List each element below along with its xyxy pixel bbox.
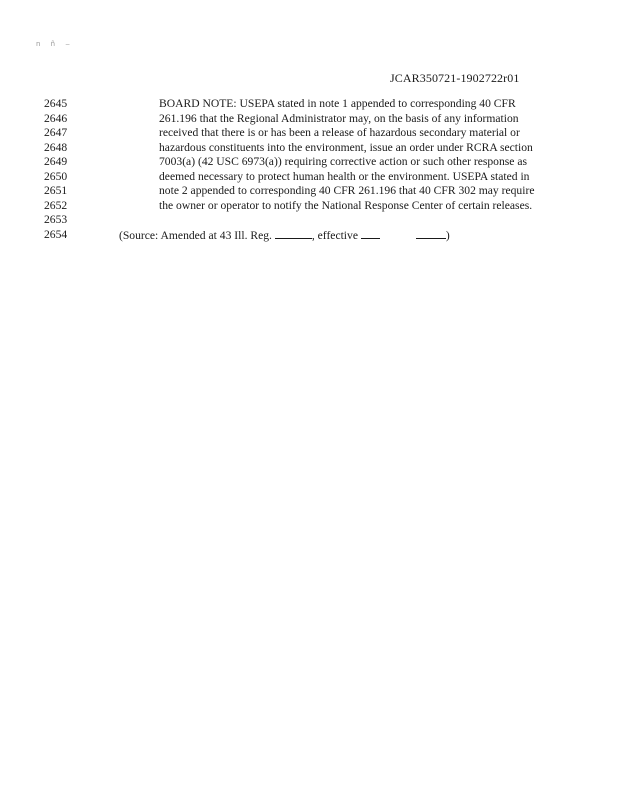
line-number: 2646 (44, 111, 68, 125)
line-text: the owner or operator to notify the National Response Center of certain releases. (159, 198, 533, 212)
scan-artifact-marks: n ñ ‒ (36, 40, 74, 48)
source-middle: , effective (311, 228, 361, 242)
source-suffix: ) (445, 228, 450, 242)
line-number: 2653 (44, 213, 68, 226)
line-text: note 2 appended to corresponding 40 CFR 261.196 that 40 CFR 302 may require (159, 184, 535, 197)
line-number: 2650 (44, 169, 68, 183)
register-page-blank (275, 228, 312, 239)
source-prefix: (Source: Amended at 43 Ill. Reg. (119, 228, 275, 242)
effective-month-blank (361, 228, 380, 239)
line-number: 2654 (44, 227, 68, 241)
line-number: 2645 (44, 97, 68, 110)
line-number: 2649 (44, 155, 68, 168)
line-number: 2652 (44, 198, 68, 212)
line-text: 7003(a) (42 USC 6973(a)) requiring corrective action or such other response as (159, 155, 527, 168)
line-number: 2651 (44, 184, 68, 197)
line-text: received that there is or has been a release of hazardous secondary material or (159, 126, 520, 139)
effective-year-blank (416, 228, 446, 239)
line-text: deemed necessary to protect human health or the environment. USEPA stated in (159, 169, 530, 183)
line-text: BOARD NOTE: USEPA stated in note 1 appended to corresponding 40 CFR (159, 97, 516, 110)
line-number: 2647 (44, 126, 68, 139)
line-number: 2648 (44, 140, 68, 154)
document-id: JCAR350721-1902722r01 (390, 71, 520, 85)
line-text: hazardous constituents into the environment, issue an order under RCRA section (159, 140, 533, 154)
line-text: 261.196 that the Regional Administrator may, on the basis of any information (159, 111, 519, 125)
source-citation (119, 228, 450, 243)
